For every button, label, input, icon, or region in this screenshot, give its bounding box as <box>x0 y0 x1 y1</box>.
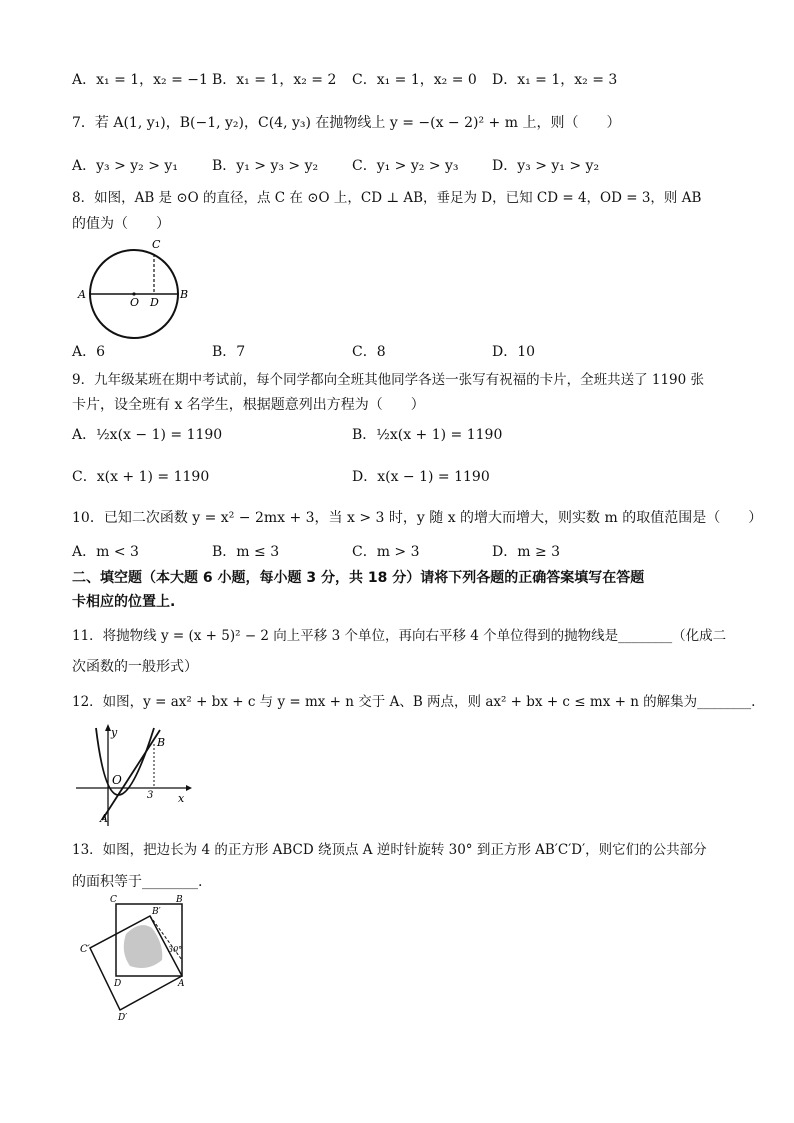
q8-stem-line2: 的值为（ ） <box>72 216 170 232</box>
q7-option-b: B．y₁ > y₃ > y₂ <box>212 158 319 174</box>
q10-option-b: B．m ≤ 3 <box>212 544 280 560</box>
q13-square-figure <box>74 894 194 1024</box>
q8-label-b: B <box>180 288 189 301</box>
q9-option-c: C．x(x + 1) = 1190 <box>72 469 210 485</box>
section2-heading-line2: 卡相应的位置上. <box>72 594 176 610</box>
q12-x-arrow <box>186 785 192 791</box>
q12-label-o: O <box>112 773 122 787</box>
q9-option-a: A．½x(x − 1) = 1190 <box>72 427 223 443</box>
q12-label-x: x <box>178 792 185 805</box>
q10-option-a: A．m < 3 <box>72 544 139 560</box>
q10-option-d: D．m ≥ 3 <box>492 544 561 560</box>
q8-option-b: B．7 <box>212 344 246 360</box>
q9-stem-line2: 卡片，设全班有 x 名学生，根据题意列出方程为（ ） <box>72 397 425 413</box>
q13-label-dp: D′ <box>118 1013 128 1023</box>
q8-label-d: D <box>150 296 159 309</box>
q9-option-d: D．x(x − 1) = 1190 <box>352 469 490 485</box>
q13-label-b: B <box>176 895 183 905</box>
q13-shaded-region <box>124 925 163 968</box>
q6-option-d: D．x₁ = 1，x₂ = 3 <box>492 72 618 88</box>
q6-option-b: B．x₁ = 1，x₂ = 2 <box>212 72 337 88</box>
q8-label-a: A <box>78 288 86 301</box>
q7-stem: 7．若 A(1, y₁)，B(−1, y₂)，C(4, y₃) 在抛物线上 y = −(x − 2)² + m 上，则（ ） <box>72 115 621 131</box>
q8-option-d: D．10 <box>492 344 536 360</box>
q13-label-cp: C′ <box>80 944 90 955</box>
q10-stem: 10．已知二次函数 y = x² − 2mx + 3，当 x > 3 时，y 随 x 的增大而增大，则实数 m 的取值范围是（ ） <box>72 510 763 526</box>
q12-label-b: B <box>157 736 166 749</box>
q11-line2: 次函数的一般形式） <box>72 659 198 675</box>
q12-label-3: 3 <box>147 790 154 801</box>
q8-option-c: C．8 <box>352 344 386 360</box>
q8-circle-figure <box>76 238 196 343</box>
q13-label-d: D <box>114 979 122 989</box>
q12-line <box>102 730 160 820</box>
q7-option-a: A．y₃ > y₂ > y₁ <box>72 158 178 174</box>
q12-label-a: A <box>100 812 108 825</box>
q7-option-c: C．y₁ > y₂ > y₃ <box>352 158 459 174</box>
q13-line2: 的面积等于________. <box>72 874 203 890</box>
q11-line1: 11．将抛物线 y = (x + 5)² − 2 向上平移 3 个单位，再向右平移 4 个单位得到的抛物线是________（化成二 <box>72 628 727 644</box>
q13-label-a: A <box>178 979 185 989</box>
q8-stem-line1: 8．如图，AB 是 ⊙O 的直径，点 C 在 ⊙O 上，CD ⊥ AB，垂足为 D，已知 CD = 4，OD = 3，则 AB <box>72 190 702 206</box>
section2-heading-line1: 二、填空题（本大题 6 小题，每小题 3 分，共 18 分）请将下列各题的正确答案填写在答题 <box>72 570 645 586</box>
q9-option-b: B．½x(x + 1) = 1190 <box>352 427 503 443</box>
q8-label-c: C <box>152 238 161 251</box>
q7-option-d: D．y₃ > y₁ > y₂ <box>492 158 600 174</box>
q13-line1: 13．如图，把边长为 4 的正方形 ABCD 绕顶点 A 逆时针旋转 30° 到正方形 AB′C′D′，则它们的公共部分 <box>72 842 707 858</box>
q13-label-c: C <box>110 895 117 905</box>
q9-stem-line1: 9．九年级某班在期中考试前，每个同学都向全班其他同学各送一张写有祝福的卡片，全班共送了 1190 张 <box>72 372 705 388</box>
q10-option-c: C．m > 3 <box>352 544 420 560</box>
q12-graph-figure <box>74 722 194 828</box>
q12-label-y: y <box>111 726 118 739</box>
q6-option-a: A．x₁ = 1，x₂ = −1 <box>72 72 208 88</box>
q6-option-c: C．x₁ = 1，x₂ = 0 <box>352 72 477 88</box>
q8-label-o: O <box>130 296 140 309</box>
q12-stem: 12．如图，y = ax² + bx + c 与 y = mx + n 交于 A、B 两点，则 ax² + bx + c ≤ mx + n 的解集为________. <box>72 694 756 710</box>
q8-option-a: A．6 <box>72 344 106 360</box>
q13-label-angle: 30° <box>168 945 183 954</box>
q13-label-bp: B′ <box>152 907 161 917</box>
